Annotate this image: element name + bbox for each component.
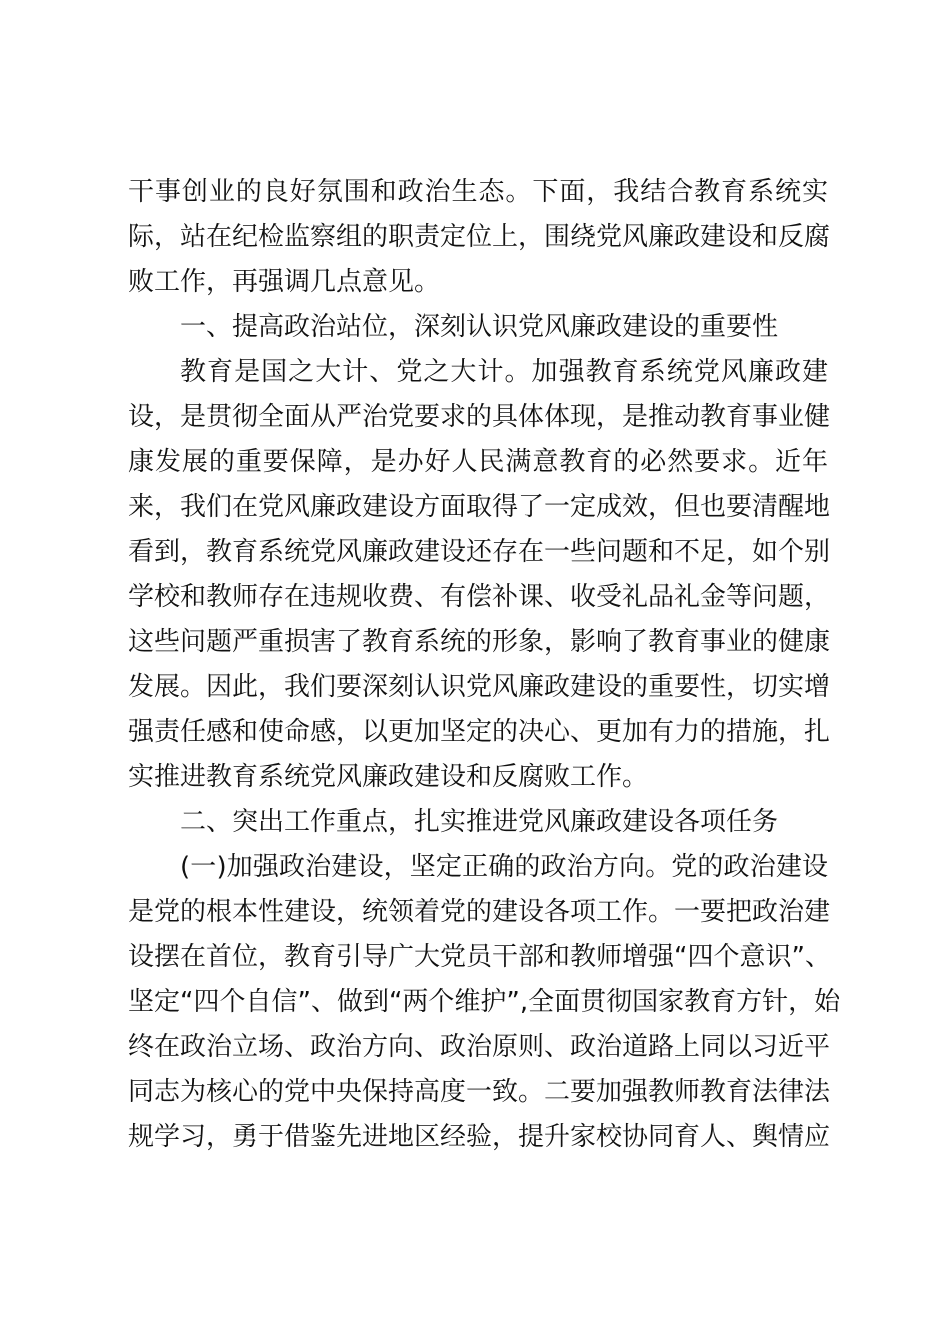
section-heading-2: 二、突出工作重点，扎实推进党风廉政建设各项任务 [180,807,779,837]
body-text-line: 实推进教育系统党风廉政建设和反腐败工作。 [128,762,649,792]
body-text-line: 规学习，勇于借鉴先进地区经验，提升家校协同育人、舆情应 [128,1122,831,1152]
body-text-line: 强责任感和使命感，以更加坚定的决心、更加有力的措施，扎 [128,717,831,747]
body-text-line: 设摆在首位，教育引导广大党员干部和教师增强“四个意识”、 [128,942,831,972]
body-text-line: 设，是贯彻全面从严治党要求的具体体现，是推动教育事业健 [128,402,831,432]
body-text-line: 坚定“四个自信”、做到“两个维护”,全面贯彻国家教育方针，始 [128,987,841,1017]
body-text-line: 干事创业的良好氛围和政治生态。下面，我结合教育系统实 [128,177,828,207]
body-text-line: 际，站在纪检监察组的职责定位上，围绕党风廉政建设和反腐 [128,222,831,252]
body-text-line: 败工作，再强调几点意见。 [128,267,441,297]
section-heading-1: 一、提高政治站位，深刻认识党风廉政建设的重要性 [180,312,779,342]
body-text-line: 发展。因此，我们要深刻认识党风廉政建设的重要性，切实增 [128,672,831,702]
body-text-line: 学校和教师存在违规收费、有偿补课、收受礼品礼金等问题， [128,582,831,612]
body-text-line: 教育是国之大计、党之大计。加强教育系统党风廉政建 [180,357,828,387]
body-text-line: 这些问题严重损害了教育系统的形象，影响了教育事业的健康 [128,627,831,657]
body-text-line: 同志为核心的党中央保持高度一致。二要加强教师教育法律法 [128,1077,831,1107]
body-text-line: (一)加强政治建设，坚定正确的政治方向。党的政治建设 [180,852,828,882]
body-text-line: 是党的根本性建设，统领着党的建设各项工作。一要把政治建 [128,897,831,927]
body-text-line: 终在政治立场、政治方向、政治原则、政治道路上同以习近平 [128,1032,831,1062]
body-text-line: 看到，教育系统党风廉政建设还存在一些问题和不足，如个别 [128,537,831,567]
body-text-line: 来，我们在党风廉政建设方面取得了一定成效，但也要清醒地 [128,492,831,522]
body-text-line: 康发展的重要保障，是办好人民满意教育的必然要求。近年 [128,447,828,477]
